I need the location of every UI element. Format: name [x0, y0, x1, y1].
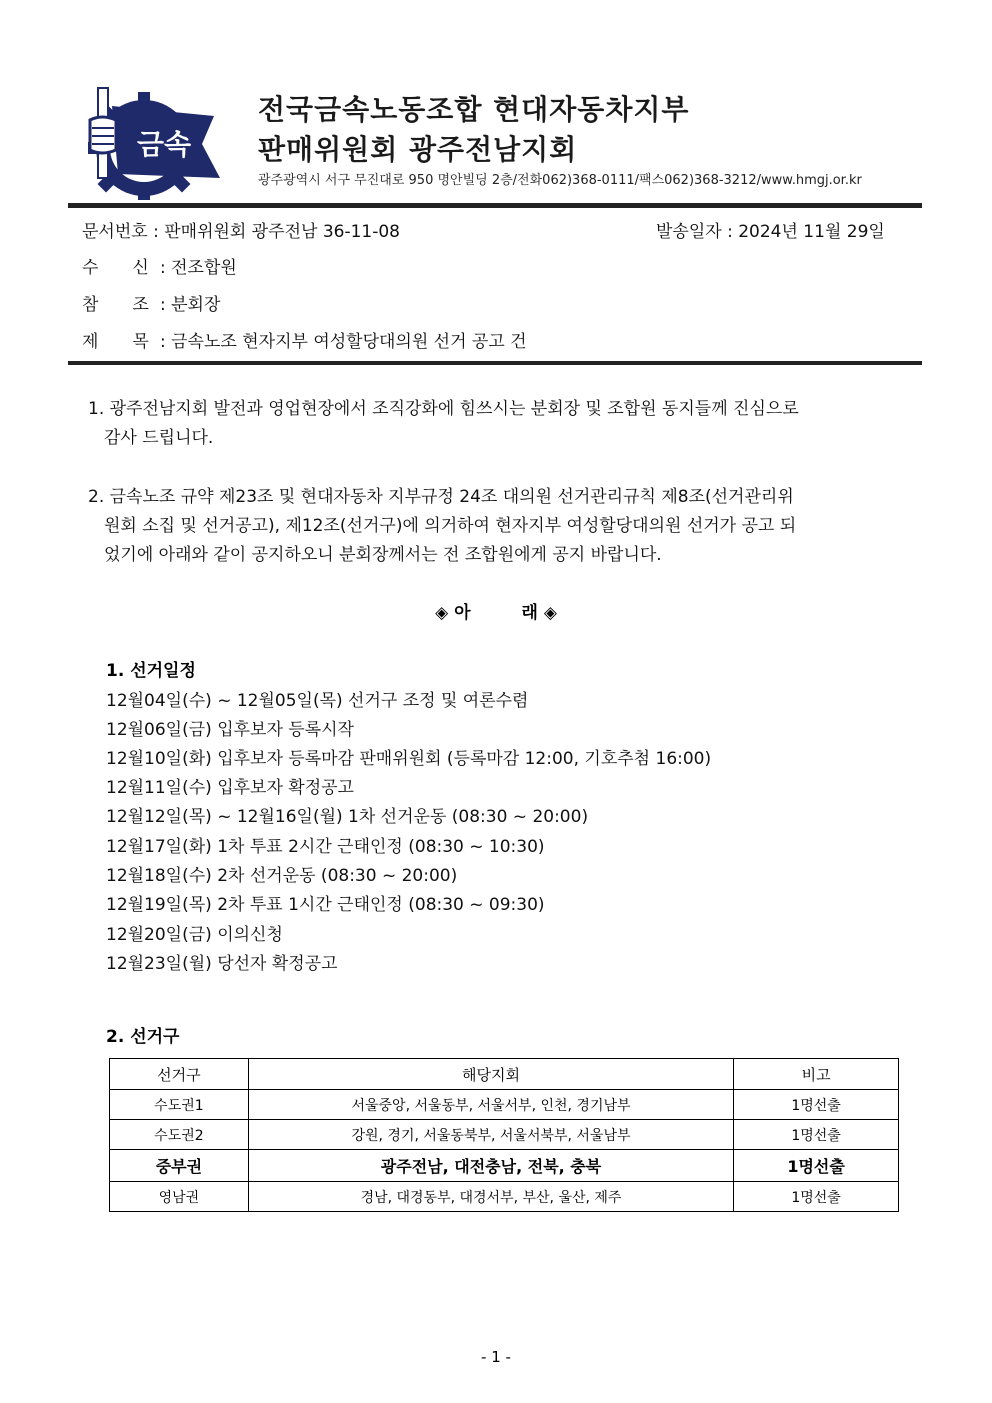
cc-label: 참 조 [82, 295, 149, 315]
district-cell: 중부권 [110, 1150, 249, 1182]
table-row [110, 1120, 899, 1150]
org-name-line2: 판매위원회 광주전남지회 [258, 133, 578, 166]
schedule-item: 12월12일(목) ~ 12월16일(월) 1차 선거운동 (08:30 ~ 20:00) [106, 807, 589, 827]
districts-title: 2. 선거구 [106, 1027, 180, 1047]
page-number: - 1 - [481, 1348, 511, 1366]
note-cell: 1명선출 [734, 1090, 899, 1120]
district-cell: 수도권2 [110, 1120, 249, 1150]
subject-value: : 금속노조 현자지부 여성할당대의원 선거 공고 건 [160, 332, 527, 352]
district-table [109, 1058, 899, 1212]
schedule-item: 12월04일(수) ~ 12월05일(목) 선거구 조정 및 여론수렴 [106, 691, 529, 711]
district-cell: 영남권 [110, 1182, 249, 1212]
notice-title: ◈ 아 래 ◈ [435, 603, 557, 623]
note-cell: 1명선출 [734, 1150, 899, 1182]
header-note: 비고 [734, 1059, 899, 1090]
cc-value: : 분회장 [160, 295, 221, 315]
district-cell: 수도권1 [110, 1090, 249, 1120]
schedule-title: 1. 선거일정 [106, 661, 196, 681]
header-divider [68, 203, 922, 208]
branches-cell: 광주전남, 대전충남, 전북, 충북 [248, 1150, 733, 1182]
schedule-item: 12월11일(수) 입후보자 확정공고 [106, 778, 354, 798]
schedule-item: 12월18일(수) 2차 선거운동 (08:30 ~ 20:00) [106, 866, 458, 886]
paragraph-1-line-2: 감사 드립니다. [104, 428, 214, 448]
table-row [110, 1090, 899, 1120]
schedule-item: 12월23일(월) 당선자 확정공고 [106, 954, 338, 974]
schedule-item: 12월17일(화) 1차 투표 2시간 근태인정 (08:30 ~ 10:30) [106, 837, 545, 857]
schedule-item: 12월20일(금) 이의신청 [106, 925, 283, 945]
meta-divider [68, 361, 922, 365]
paragraph-2-line-1: 2. 금속노조 규약 제23조 및 현대자동차 지부규정 24조 대의원 선거관리규칙 제8조(선거관리위 [88, 487, 794, 507]
paragraph-1-line-1: 1. 광주전남지회 발전과 영업현장에서 조직강화에 힘쓰시는 분회장 및 조합원 동지들께 진심으로 [88, 399, 799, 419]
logo-text: 금속 [136, 128, 192, 161]
send-date: 발송일자 : 2024년 11월 29일 [656, 222, 885, 242]
note-cell: 1명선출 [734, 1120, 899, 1150]
header-district: 선거구 [110, 1059, 249, 1090]
branches-cell: 경남, 대경동부, 대경서부, 부산, 울산, 제주 [248, 1182, 733, 1212]
paragraph-2-line-2: 원회 소집 및 선거공고), 제12조(선거구)에 의거하여 현자지부 여성할당대의원 선거가 공고 되 [104, 516, 797, 536]
org-address: 광주광역시 서구 무진대로 950 명안빌딩 2층/전화062)368-0111/팩스062)368-3212/www.hmgj.or.kr [258, 173, 862, 188]
document-number: 문서번호 : 판매위원회 광주전남 36-11-08 [82, 222, 400, 242]
schedule-item: 12월19일(목) 2차 투표 1시간 근태인정 (08:30 ~ 09:30) [106, 895, 545, 915]
recipient-label: 수 신 [82, 258, 149, 278]
paragraph-2-line-3: 었기에 아래와 같이 공지하오니 분회장께서는 전 조합원에게 공지 바랍니다. [104, 545, 662, 565]
table-header-row [110, 1059, 899, 1090]
header-branches: 해당지회 [248, 1059, 733, 1090]
branches-cell: 강원, 경기, 서울동북부, 서울서북부, 서울남부 [248, 1120, 733, 1150]
schedule-item: 12월10일(화) 입후보자 등록마감 판매위원회 (등록마감 12:00, 기호추첨 16:00) [106, 749, 712, 769]
org-name-line1: 전국금속노동조합 현대자동차지부 [258, 93, 690, 126]
table-row-highlighted [110, 1150, 899, 1182]
recipient-value: : 전조합원 [160, 258, 237, 278]
table-row [110, 1182, 899, 1212]
note-cell: 1명선출 [734, 1182, 899, 1212]
schedule-item: 12월06일(금) 입후보자 등록시작 [106, 720, 354, 740]
subject-label: 제 목 [82, 332, 149, 352]
union-logo [84, 86, 224, 200]
branches-cell: 서울중앙, 서울동부, 서울서부, 인천, 경기남부 [248, 1090, 733, 1120]
